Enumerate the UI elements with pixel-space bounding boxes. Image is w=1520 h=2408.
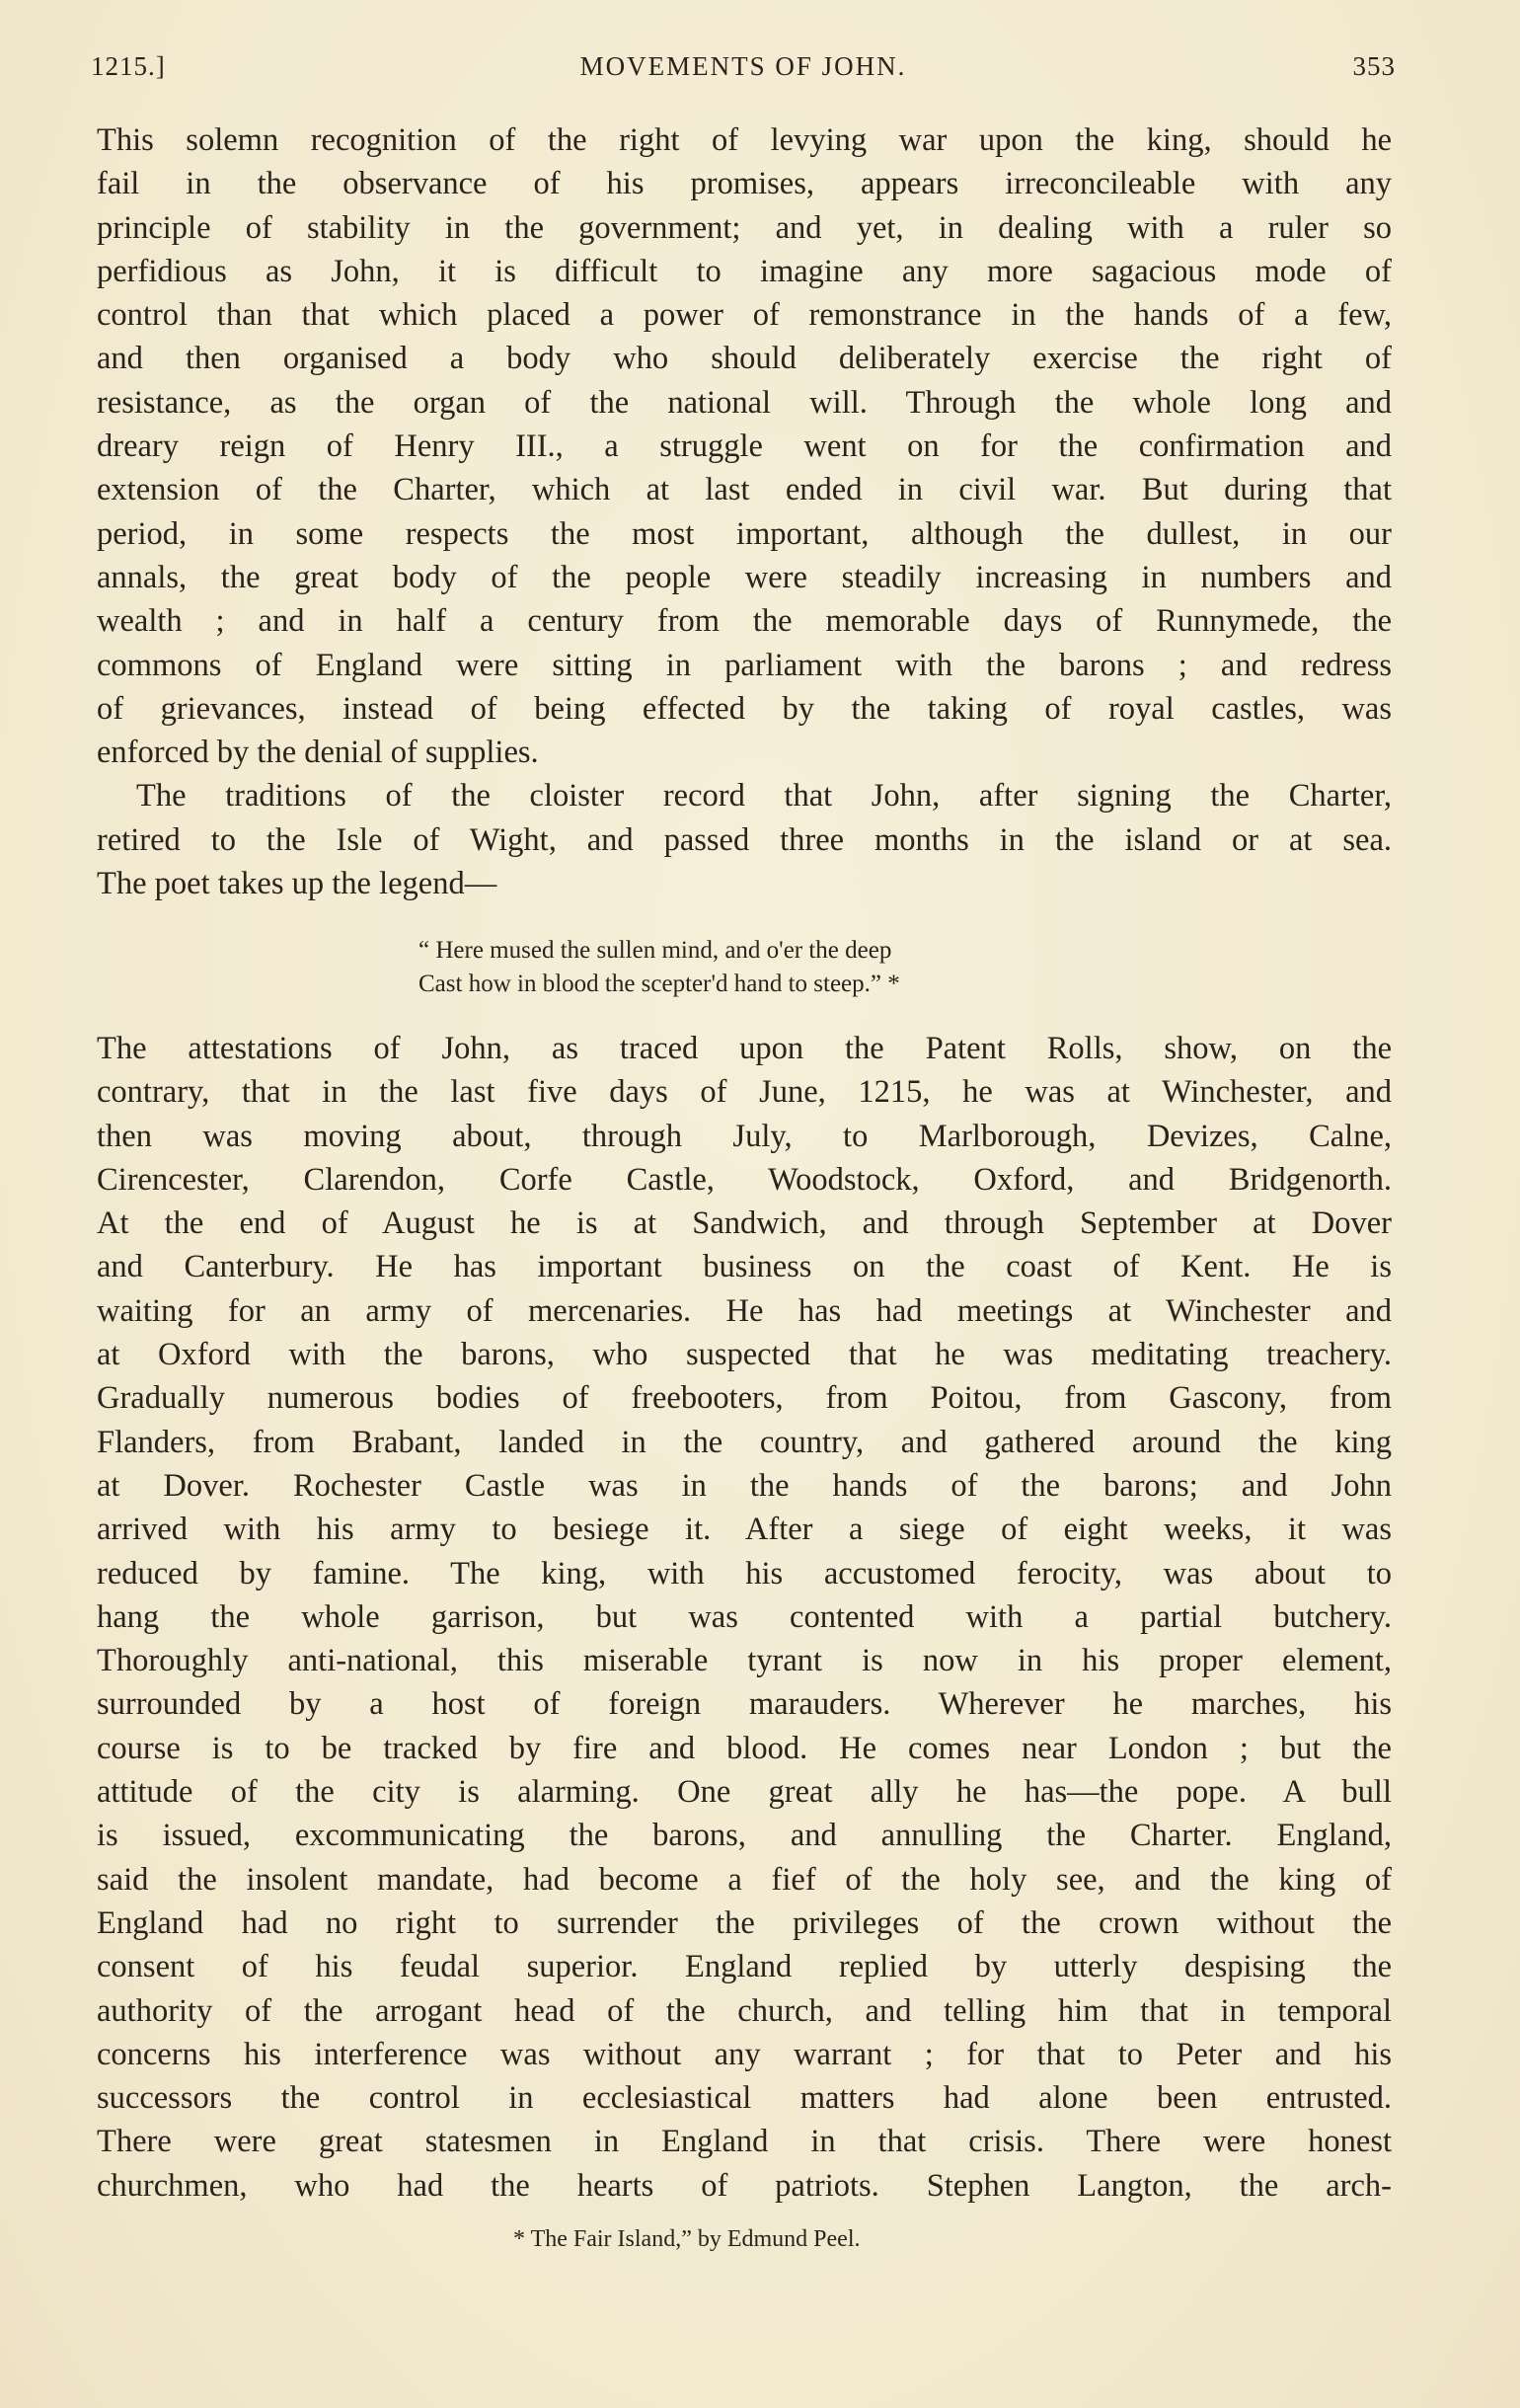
text-line: consent of his feudal superior. England replied by utterly despising the xyxy=(97,1949,1392,1985)
text-line: Gradually numerous bodies of freebooters, from Poitou, from Gascony, from xyxy=(97,1380,1392,1417)
text-line: course is to be tracked by fire and blood. He comes near London ; but the xyxy=(97,1730,1392,1766)
text-line: principle of stability in the government; and yet, in dealing with a ruler so xyxy=(97,209,1392,246)
text-line: annals, the great body of the people were steadily increasing in numbers and xyxy=(97,559,1392,595)
text-line: The traditions of the cloister record that John, after signing the Charter, xyxy=(136,778,1392,815)
verse-line: Cast how in blood the scepter'd hand to steep.” * xyxy=(418,971,900,997)
text-line: contrary, that in the last five days of June, 1215, he was at Winchester, and xyxy=(97,1074,1392,1111)
text-line: hang the whole garrison, but was contented with a partial butchery. xyxy=(97,1598,1392,1635)
text-line: and Canterbury. He has important business on the coast of Kent. He is xyxy=(97,1249,1392,1285)
text-line: There were great statesmen in England in that crisis. There were honest xyxy=(97,2124,1392,2160)
header-page-number: 353 xyxy=(1352,51,1396,81)
text-line: extension of the Charter, which at last ended in civil war. But during that xyxy=(97,472,1392,508)
footnote: * The Fair Island,” by Edmund Peel. xyxy=(513,2226,861,2252)
text-line: waiting for an army of mercenaries. He has had meetings at Winchester and xyxy=(97,1292,1392,1329)
text-line: perfidious as John, it is difficult to imagine any more sagacious mode of xyxy=(97,253,1392,289)
text-line: successors the control in ecclesiastical matters had alone been entrusted. xyxy=(97,2080,1392,2117)
text-line: authority of the arrogant head of the church, and telling him that in temporal xyxy=(97,1992,1392,2029)
text-line: retired to the Isle of Wight, and passed three months in the island or at sea. xyxy=(97,821,1392,858)
header-year: 1215.] xyxy=(91,51,166,81)
text-line: The poet takes up the legend— xyxy=(97,866,497,902)
body-text-top xyxy=(97,118,1392,905)
verse-line: “ Here mused the sullen mind, and o'er the deep xyxy=(418,937,892,964)
text-line: attitude of the city is alarming. One great ally he has—the pope. A bull xyxy=(97,1774,1392,1811)
text-line: enforced by the denial of supplies. xyxy=(97,735,539,771)
text-line: This solemn recognition of the right of levying war upon the king, should he xyxy=(97,122,1392,158)
text-line: churchmen, who had the hearts of patriots. Stephen Langton, the arch- xyxy=(97,2167,1392,2204)
verse-quote xyxy=(418,934,900,1001)
text-line: fail in the observance of his promises, appears irreconcileable with any xyxy=(97,166,1392,202)
text-line: of grievances, instead of being effected by the taking of royal castles, was xyxy=(97,690,1392,727)
text-line: said the insolent mandate, had become a fief of the holy see, and the king of xyxy=(97,1861,1392,1898)
text-line: commons of England were sitting in parliament with the barons ; and redress xyxy=(97,647,1392,683)
running-head xyxy=(91,51,1396,91)
text-line: at Dover. Rochester Castle was in the hands of the barons; and John xyxy=(97,1467,1392,1504)
text-line: Flanders, from Brabant, landed in the country, and gathered around the king xyxy=(97,1424,1392,1460)
text-line: Cirencester, Clarendon, Corfe Castle, Woodstock, Oxford, and Bridgenorth. xyxy=(97,1161,1392,1198)
text-line: resistance, as the organ of the national will. Through the whole long and xyxy=(97,384,1392,421)
text-line: The attestations of John, as traced upon the Patent Rolls, show, on the xyxy=(97,1031,1392,1066)
text-line: and then organised a body who should deliberately exercise the right of xyxy=(97,341,1392,377)
text-line: arrived with his army to besiege it. After a siege of eight weeks, it was xyxy=(97,1512,1392,1548)
text-line: England had no right to surrender the privileges of the crown without the xyxy=(97,1904,1392,1941)
body-text-bottom xyxy=(97,1027,1392,2208)
text-line: At the end of August he is at Sandwich, and through September at Dover xyxy=(97,1205,1392,1242)
text-line: period, in some respects the most important, although the dullest, in our xyxy=(97,515,1392,552)
text-line: wealth ; and in half a century from the memorable days of Runnymede, the xyxy=(97,603,1392,640)
text-line: surrounded by a host of foreign marauders. Wherever he marches, his xyxy=(97,1686,1392,1723)
text-line: is issued, excommunicating the barons, and annulling the Charter. England, xyxy=(97,1818,1392,1854)
text-line: control than that which placed a power of remonstrance in the hands of a few, xyxy=(97,297,1392,334)
text-line: Thoroughly anti-national, this miserable tyrant is now in his proper element, xyxy=(97,1643,1392,1679)
text-line: at Oxford with the barons, who suspected that he was meditating treachery. xyxy=(97,1337,1392,1373)
text-line: reduced by famine. The king, with his accustomed ferocity, was about to xyxy=(97,1555,1392,1592)
text-line: then was moving about, through July, to Marlborough, Devizes, Calne, xyxy=(97,1118,1392,1154)
header-title: MOVEMENTS OF JOHN. xyxy=(579,51,907,81)
text-line: dreary reign of Henry III., a struggle went on for the confirmation and xyxy=(97,428,1392,465)
text-line: concerns his interference was without any warrant ; for that to Peter and his xyxy=(97,2036,1392,2072)
